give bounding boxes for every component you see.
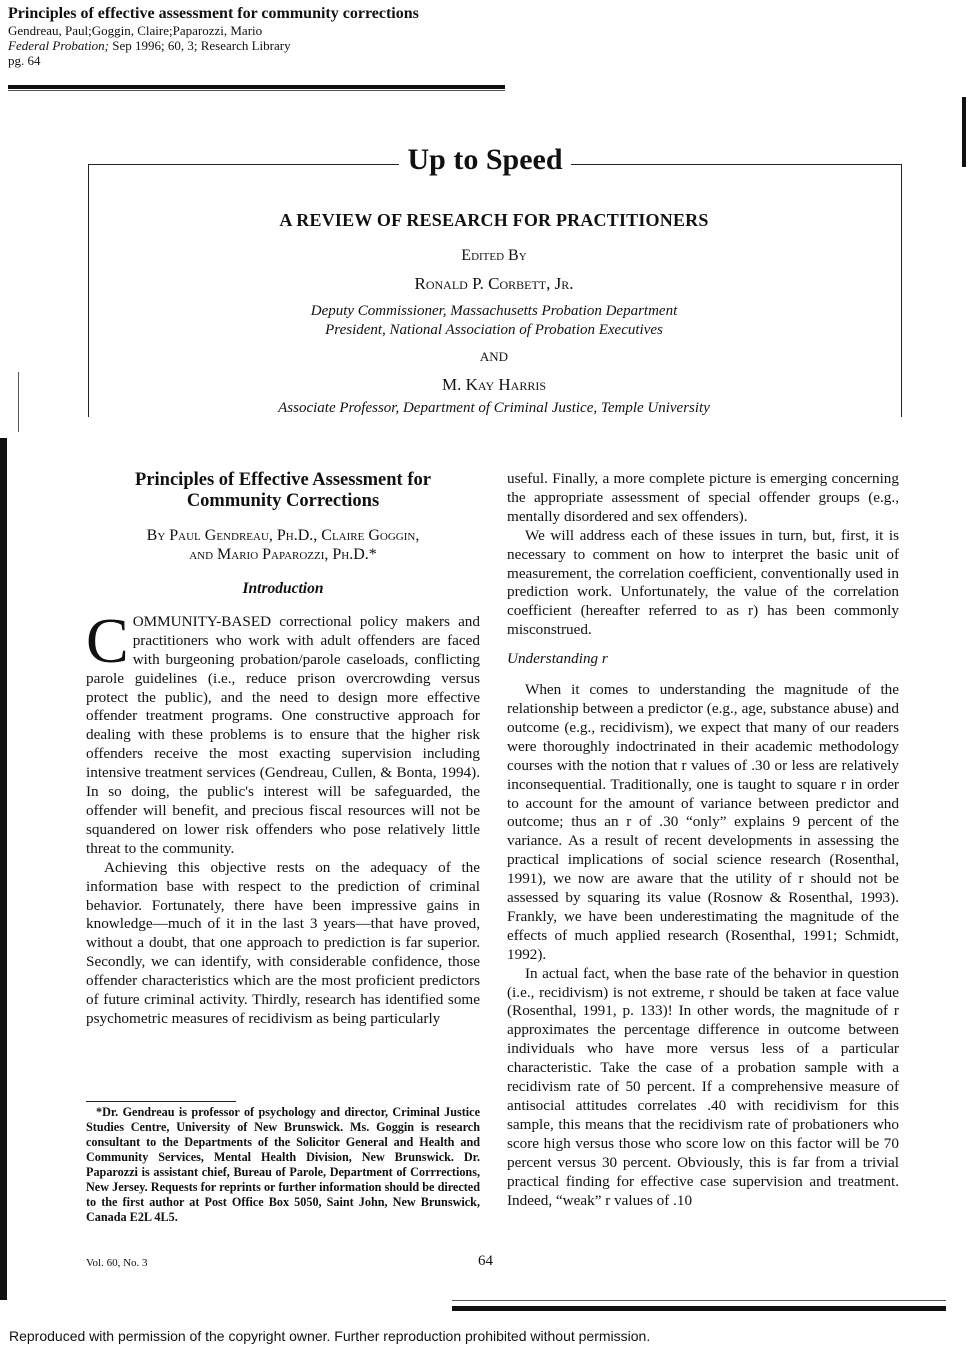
editor-1-roles	[88, 302, 900, 340]
article-title: Principles of Effective Assessment for Community Corrections	[135, 470, 431, 511]
drop-cap: C	[86, 604, 129, 676]
paragraph: When it comes to understanding the magnitude of the relationship between a predictor (e.g., age, substance abuse) and outcome (e.g., recidivism), we expect that many of our readers were thoroughly indoctrinated in their academic methodology courses with the notion that r values of .30 or less are relatively inconsequential. Traditionally, one is taught to square r in order to account for the amount of variance between predictor and outcome; thus an r of .30 “only” explains 9 percent of the variance. As a result of recent developments in assessing the practical implications of social science research (Rosenthal, 1991), we now are aware that the utility of r should not be assessed by squaring its value (Rosnow & Rosenthal, 1993). Frankly, we have been underestimating the magnitude of the effects of much applied research (Rosenthal, 1991; Schmidt, 1992).	[507, 681, 899, 963]
footnote-text: *Dr. Gendreau is professor of psychology and director, Criminal Justice Studies Centre, University of New Brunswick. Ms. Goggin is research consultant to the Departments of the Solicitor General and Health and Community Services, Mental Health Division, New Brunswick. Dr. Paparozzi is assistant chief, Bureau of Parole, Department of Corrrections, New Jersey. Requests for reprints or further information should be directed to the first author at Post Office Box 5050, Saint John, New Brunswick, Canada E2L 4L5.	[86, 1105, 480, 1224]
intro-text: correctional policy makers and practitioners who work with adult offenders are faced with burgeoning probation/parole caseloads, conflicting parole guidelines (i.e., reduce prison overcrowding versus protect the public), and the need to design more effective offender treatment programs. One constructive approach for dealing with these problems is to ensure that the higher risk offenders receive the most exacting supervision including intensive treatment services (Gendreau, Cullen, & Bonta, 1994). In so doing, the public's interest will be safeguarded, the offender will benefit, and precious fiscal resources will not be squandered on lower risk offenders who pose relatively little threat to the community.	[86, 612, 480, 857]
edited-by: Edited By	[461, 247, 527, 264]
editor-2-role: Associate Professor, Department of Criminal Justice, Temple University	[278, 400, 710, 416]
understanding-r-subhead: Understanding r	[507, 650, 608, 668]
editor-1-name: Ronald P. Corbett, Jr.	[414, 274, 574, 293]
citation-title: Principles of effective assessment for community corrections	[8, 5, 419, 22]
citation-issue: Sep 1996; 60, 3; Research Library	[108, 38, 291, 53]
footnote-rule	[86, 1101, 236, 1102]
scan-mark-left	[18, 372, 19, 432]
byline-line-2: and Mario Paparozzi, Ph.D.*	[189, 546, 377, 563]
citation-rule-thin	[8, 90, 505, 91]
section-title-text: Up to Speed	[399, 143, 570, 176]
left-column	[86, 470, 480, 1029]
page-number: 64	[478, 1253, 493, 1269]
paragraph: We will address each of these issues in turn, but, first, it is necessary to comment on how to interpret the basic unit of measurement, the correlation coefficient, conventionally used in prediction work. Unfortunately, the value of the correlation coefficient (hereafter referred to as r) has been commonly misconstrued.	[507, 526, 899, 639]
and-separator: AND	[479, 349, 509, 364]
citation-authors: Gendreau, Paul;Goggin, Claire;Paparozzi, Mario	[8, 23, 263, 38]
section-subtitle: A REVIEW OF RESEARCH FOR PRACTITIONERS	[279, 210, 709, 230]
editor-1-role-2: President, National Association of Probation Executives	[325, 322, 663, 338]
reproduction-notice: Reproduced with permission of the copyright owner. Further reproduction prohibited without permission.	[9, 1328, 651, 1344]
byline-line-1: By Paul Gendreau, Ph.D., Claire Goggin,	[146, 527, 420, 544]
editor-1-role-1: Deputy Commissioner, Massachusetts Probation Department	[310, 303, 678, 319]
citation-journal: Federal Probation;	[8, 38, 109, 53]
section-title	[0, 143, 970, 177]
paragraph: Achieving this objective rests on the adequacy of the information base with respect to the prediction of criminal behavior. Fortunately, there have been impressive gains in knowledge—much of it in the last 3 years—that have proved, without a doubt, that one approach to prediction is far superior. Secondly, we can identify, with considerable confidence, those offender characteristics which are the most proficient predictors of future criminal activity. Thirdly, research has identified some psychometric measures of recidivism as being particularly	[86, 858, 480, 1027]
editor-2-name: M. Kay Harris	[442, 375, 546, 394]
bottom-rule-thin	[452, 1300, 946, 1301]
bottom-rule	[452, 1306, 946, 1311]
citation-page: pg. 64	[8, 53, 41, 68]
citation-source	[8, 38, 419, 53]
intro-lead: OMMUNITY-BASED	[132, 612, 272, 630]
author-footnote	[86, 1105, 480, 1225]
paragraph: useful. Finally, a more complete picture is emerging concerning the appropriate assessment of special offender groups (e.g., mentally disordered and sex offenders).	[507, 470, 899, 525]
intro-heading: Introduction	[242, 580, 324, 597]
volume-number: Vol. 60, No. 3	[86, 1257, 148, 1269]
paragraph	[86, 604, 480, 859]
paragraph: In actual fact, when the base rate of the behavior in question (i.e., recidivism) is not extreme, r should be taken at face value (Rosenthal, 1991, p. 133)! In other words, the magnitude of r approximates the percentage difference in outcome between individuals who have more versus less of a particular characteristic. Take the case of a probation sample with a recidivism rate of 50 percent. If a comprehensive measure of antisocial attitudes correlates .40 with recidivism for this sample, this means that the recidivism rate of probationers who score high versus those who score low on this factor will be 70 percent versus 30 percent. Obviously, this is far from a trivial practical finding for effective case supervision and treatment. Indeed, “weak” r values of .10	[507, 964, 899, 1209]
article-byline	[86, 526, 480, 564]
citation-block	[8, 5, 419, 68]
citation-rule	[8, 85, 505, 89]
right-column	[507, 470, 899, 1210]
scan-edge-left	[0, 438, 7, 1300]
